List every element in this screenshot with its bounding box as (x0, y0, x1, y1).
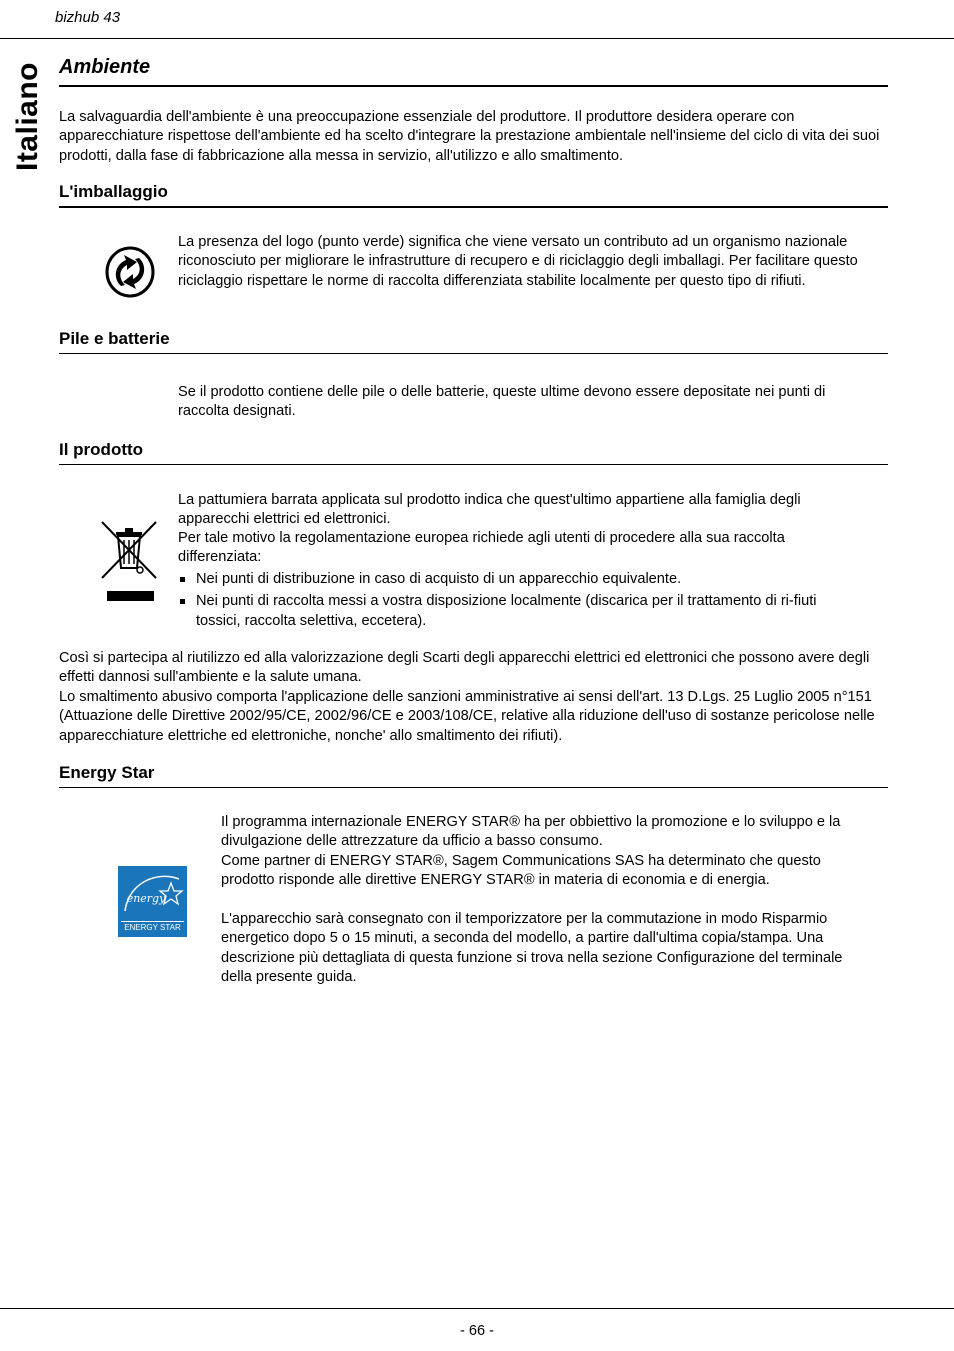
energy-star-logo-icon (118, 866, 187, 937)
product-paragraph-1: Così si partecipa al riutilizzo ed alla valorizzazione degli Scarti degli apparecchi elettrici ed elettronici che possono avere degli effetti dannosi sull'ambiente e la salute umana. (59, 650, 870, 686)
product-paragraph-2: Lo smaltimento abusivo comporta l'applicazione delle sanzioni amministrative ai sensi dell'art. 13 D.Lgs. 25 Luglio 2005 n°151 (Attuazione delle Direttive 2002/95/CE, 2002/96/CE e 2003/108/CE, relative alla riduzione dell'uso di sostanze pericolose nelle apparecchiature elettriche ed elettroniche, nonche' allo smaltimento dei rifiuti). (59, 689, 875, 744)
document-header-title: bizhub 43 (55, 9, 121, 26)
page-number: - 66 - (459, 1323, 495, 1339)
energy-star-logo-word: energy (126, 892, 166, 905)
energy-star-logo-label: ENERGY STAR (121, 921, 184, 933)
product-rule (59, 464, 888, 465)
bullet-item: Nei punti di raccolta messi a vostra disposizione localmente (discarica per il trattamento di ri-fiuti tossici, raccolta selettiva, eccetera). (178, 592, 858, 631)
green-dot-recycling-icon (104, 245, 156, 299)
section-title-rule (59, 85, 888, 87)
product-bullet-list (178, 570, 858, 634)
crossed-out-wheelie-bin-icon (100, 520, 158, 604)
energy-star-text-3: L'apparecchio sarà consegnato con il temporizzatore per la commutazione in modo Risparmio energetico dopo 5 o 15 minuti, a seconda del modello, a partire dall'ultima copia/stampa. Una descrizione più dettagliata di questa funzione si trova nella sezione Configurazione del terminale della presente guida. (221, 911, 843, 986)
energy-star-text-1: Il programma internazionale ENERGY STAR® ha per obbiettivo la promozione e lo sviluppo e la divulgazione delle attrezzature da ufficio a basso consumo. (221, 814, 841, 850)
header-divider (0, 38, 954, 39)
side-language-label: Italiano (11, 62, 44, 172)
packaging-rule (59, 206, 888, 208)
footer-divider (0, 1308, 954, 1309)
product-text-2: Per tale motivo la regolamentazione europea richiede agli utenti di procedere alla sua raccolta differenziata: (178, 530, 785, 566)
energy-star-rule (59, 787, 888, 788)
energy-star-heading: Energy Star (59, 763, 155, 782)
batteries-heading: Pile e batterie (59, 329, 170, 348)
packaging-heading: L'imballaggio (59, 182, 168, 201)
energy-star-text-2: Come partner di ENERGY STAR®, Sagem Communications SAS ha determinato che questo prodotto risponde alle direttive ENERGY STAR® in materia di economia e di energia. (221, 853, 821, 889)
batteries-text: Se il prodotto contiene delle pile o delle batterie, queste ultime devono essere depositate nei punti di raccolta designati. (178, 384, 826, 420)
packaging-text: La presenza del logo (punto verde) significa che viene versato un contributo ad un organismo nazionale riconosciuto per migliorare le infrastrutture di recupero e di riciclaggio degli imballagi. Per facilitare questo riciclaggio rispettare le norme di raccolta differenziata stabilite localmente per questo tipo di rifiuti. (178, 234, 858, 289)
bullet-item: Nei punti di distribuzione in caso di acquisto di un apparecchio equivalente. (178, 570, 858, 589)
intro-paragraph: La salvaguardia dell'ambiente è una preoccupazione essenziale del produttore. Il produttore desidera operare con apparecchiature rispettose dell'ambiente ed ha scelto d'integrare la prestazione ambientale nell'insieme del ciclo di vita dei suoi prodotti, dalla fase di fabbricazione alla messa in servizio, all'utilizzo e allo smaltimento. (59, 109, 880, 164)
batteries-rule (59, 353, 888, 354)
product-heading: Il prodotto (59, 440, 144, 459)
section-title: Ambiente (59, 56, 151, 78)
product-text-1: La pattumiera barrata applicata sul prodotto indica che quest'ultimo appartiene alla famiglia degli apparecchi elettrici ed elettronici. (178, 492, 801, 528)
